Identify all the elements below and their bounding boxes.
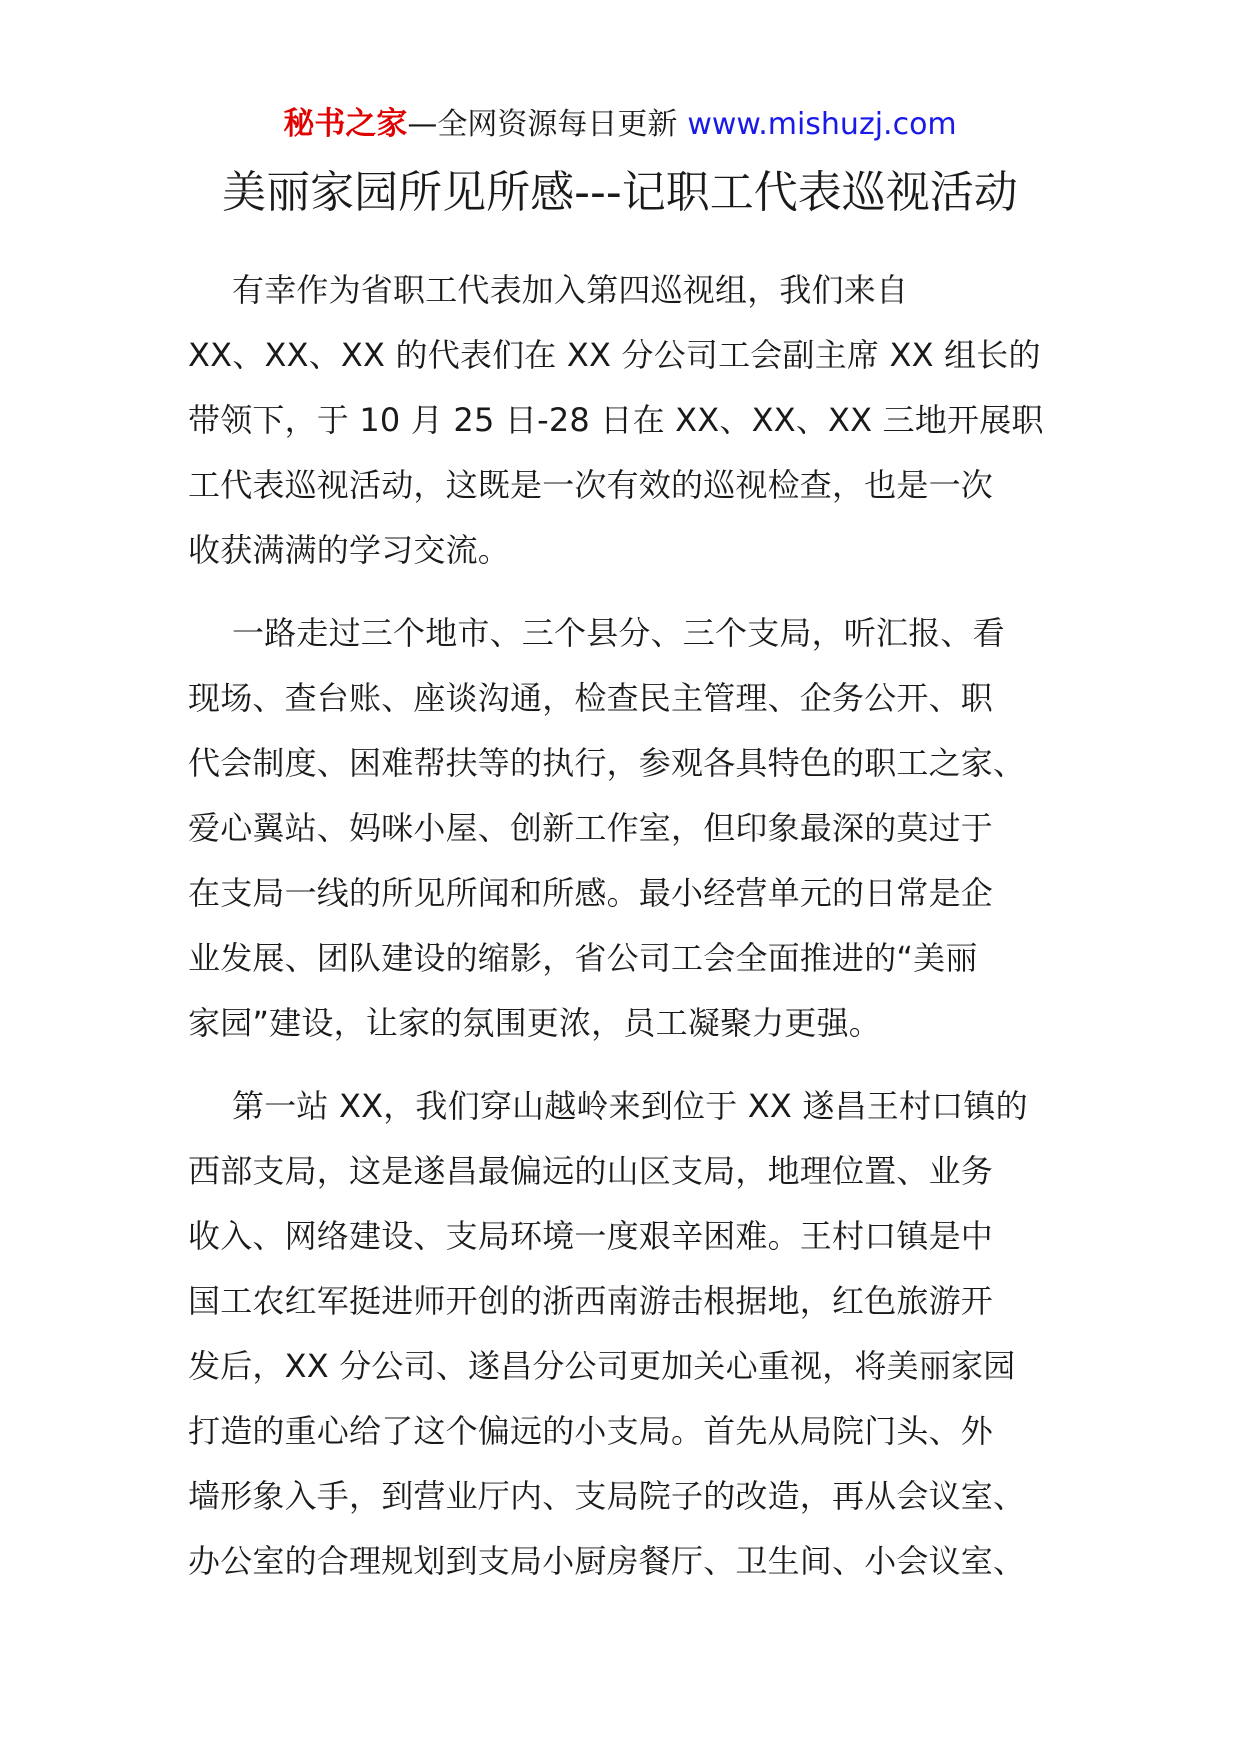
document-title: 美丽家园所见所感---记职工代表巡视活动 <box>222 167 1018 218</box>
site-url-link[interactable]: www.mishuzj.com <box>687 107 957 142</box>
paragraph-line: 收入、网络建设、支局环境一度艰辛困难。王村口镇是中 <box>188 1217 994 1255</box>
paragraph-line: 现场、查台账、座谈沟通，检查民主管理、企务公开、职 <box>188 679 994 717</box>
site-header <box>0 100 1240 149</box>
paragraph-line: 有幸作为省职工代表加入第四巡视组，我们来自 <box>232 271 909 309</box>
paragraph-2 <box>188 601 1058 1056</box>
document-body <box>188 258 1058 1612</box>
paragraph-line: 工代表巡视活动，这既是一次有效的巡视检查，也是一次 <box>188 466 994 504</box>
paragraph-line: 第一站 XX，我们穿山越岭来到位于 XX 遂昌王村口镇的 <box>232 1087 1028 1125</box>
paragraph-1 <box>188 258 1058 583</box>
paragraph-line: 带领下，于 10 月 25 日-28 日在 XX、XX、XX 三地开展职 <box>188 401 1044 439</box>
paragraph-line: 代会制度、困难帮扶等的执行，参观各具特色的职工之家、 <box>188 744 1026 782</box>
paragraph-line: 一路走过三个地市、三个县分、三个支局，听汇报、看 <box>232 614 1005 652</box>
brand-name: 秘书之家 <box>283 106 408 142</box>
paragraph-line: 爱心翼站、妈咪小屋、创新工作室，但印象最深的莫过于 <box>188 809 994 847</box>
paragraph-line: 办公室的合理规划到支局小厨房餐厅、卫生间、小会议室、 <box>188 1542 1026 1580</box>
paragraph-line: 业发展、团队建设的缩影，省公司工会全面推进的“美丽 <box>188 939 978 977</box>
paragraph-line: 国工农红军挺进师开创的浙西南游击根据地，红色旅游开 <box>188 1282 994 1320</box>
paragraph-line: 西部支局，这是遂昌最偏远的山区支局，地理位置、业务 <box>188 1152 994 1190</box>
paragraph-line: 家园”建设，让家的氛围更浓，员工凝聚力更强。 <box>188 1004 881 1042</box>
paragraph-line: 发后，XX 分公司、遂昌分公司更加关心重视，将美丽家园 <box>188 1347 1016 1385</box>
paragraph-line: 打造的重心给了这个偏远的小支局。首先从局院门头、外 <box>188 1412 994 1450</box>
paragraph-line: 在支局一线的所见所闻和所感。最小经营单元的日常是企 <box>188 874 994 912</box>
paragraph-line: 墙形象入手，到营业厅内、支局院子的改造，再从会议室、 <box>188 1477 1026 1515</box>
paragraph-line: 收获满满的学习交流。 <box>188 531 511 569</box>
paragraph-line: XX、XX、XX 的代表们在 XX 分公司工会副主席 XX 组长的 <box>188 336 1041 374</box>
paragraph-3 <box>188 1074 1058 1594</box>
header-tagline: —全网资源每日更新 <box>407 107 678 142</box>
